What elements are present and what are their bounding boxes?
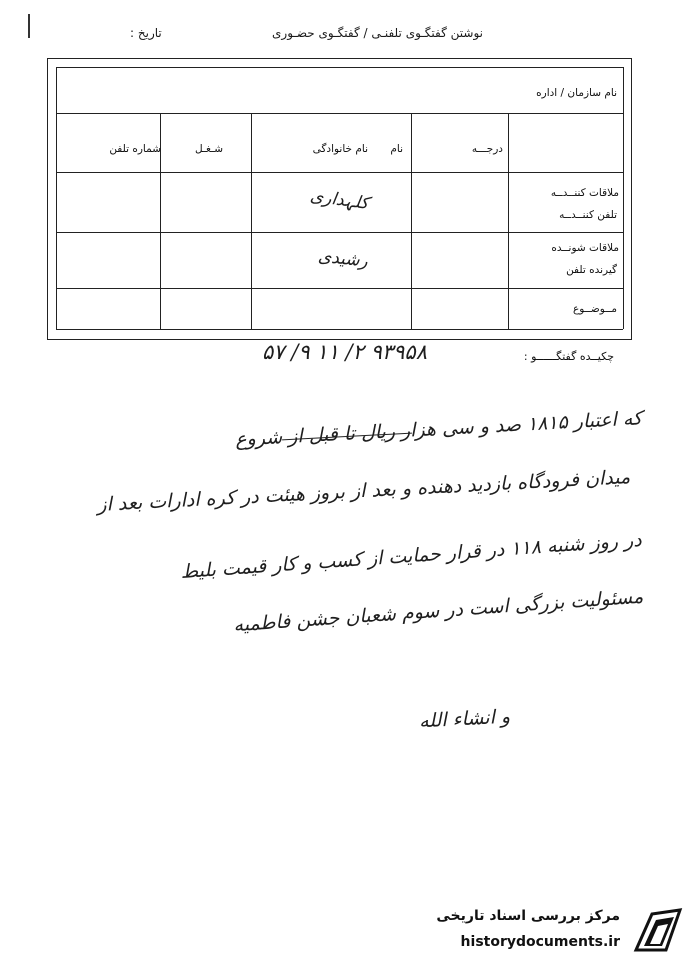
summary-label: چکیــده گفتگــــــو : [523, 350, 614, 363]
col-rank: درجـــه [471, 143, 503, 155]
row-caller-label: تلفن کننــدــه [559, 209, 617, 221]
form-title: نوشتن گفتگـوی تلفنـی / گفتگـوی حضـوری [272, 26, 483, 40]
date-label: تاریخ : [130, 26, 162, 40]
visitor-name-handwritten: کلہداری [308, 185, 370, 214]
summary-code-handwritten: ۹۳۹۵۸ ۲/ ۱۱ ۹/ ۵۷ [262, 340, 427, 364]
margin-mark [28, 14, 30, 38]
row-visitor-label: ملاقات کننــدــه [550, 187, 619, 199]
contact-form-table [47, 58, 632, 340]
visited-name-handwritten: رشیدی [317, 246, 369, 272]
org-label: نام سازمان / اداره [536, 87, 617, 99]
col-last-name: نام خانوادگی [312, 143, 368, 155]
archive-name: مرکز بررسی اسناد تاریخی [436, 908, 620, 924]
row-visited-label: ملاقات شونــده [551, 242, 619, 254]
body-line: میدان فرودگاه بازدید دهنده و بعد از بروز هیئت در کره ادارات بعد از [96, 466, 631, 516]
archive-logo [400, 904, 690, 962]
col-phone: شماره تلفن [109, 143, 161, 155]
body-line: در روز شنبه ۱۱۸ در قرار حمایت از کسب و کار قیمت بلیط [179, 528, 643, 584]
body-line: مسئولیت بزرگی است در سوم شعبان جشن فاطمیه [233, 585, 645, 637]
book-emblem-icon [630, 906, 686, 958]
row-subject-label: مــوضــوع [573, 303, 617, 315]
col-job: شـغـل [195, 143, 223, 155]
col-first-name: نام [390, 143, 403, 155]
body-line: و انشاء الله [418, 705, 511, 733]
archive-url: historydocuments.ir [460, 934, 620, 950]
body-line: که اعتبار ۱۸۱۵ صد و سی هزار ریال تا قبل از شروع [234, 407, 643, 451]
row-receiver-label: گیرنده تلفن [566, 264, 617, 276]
